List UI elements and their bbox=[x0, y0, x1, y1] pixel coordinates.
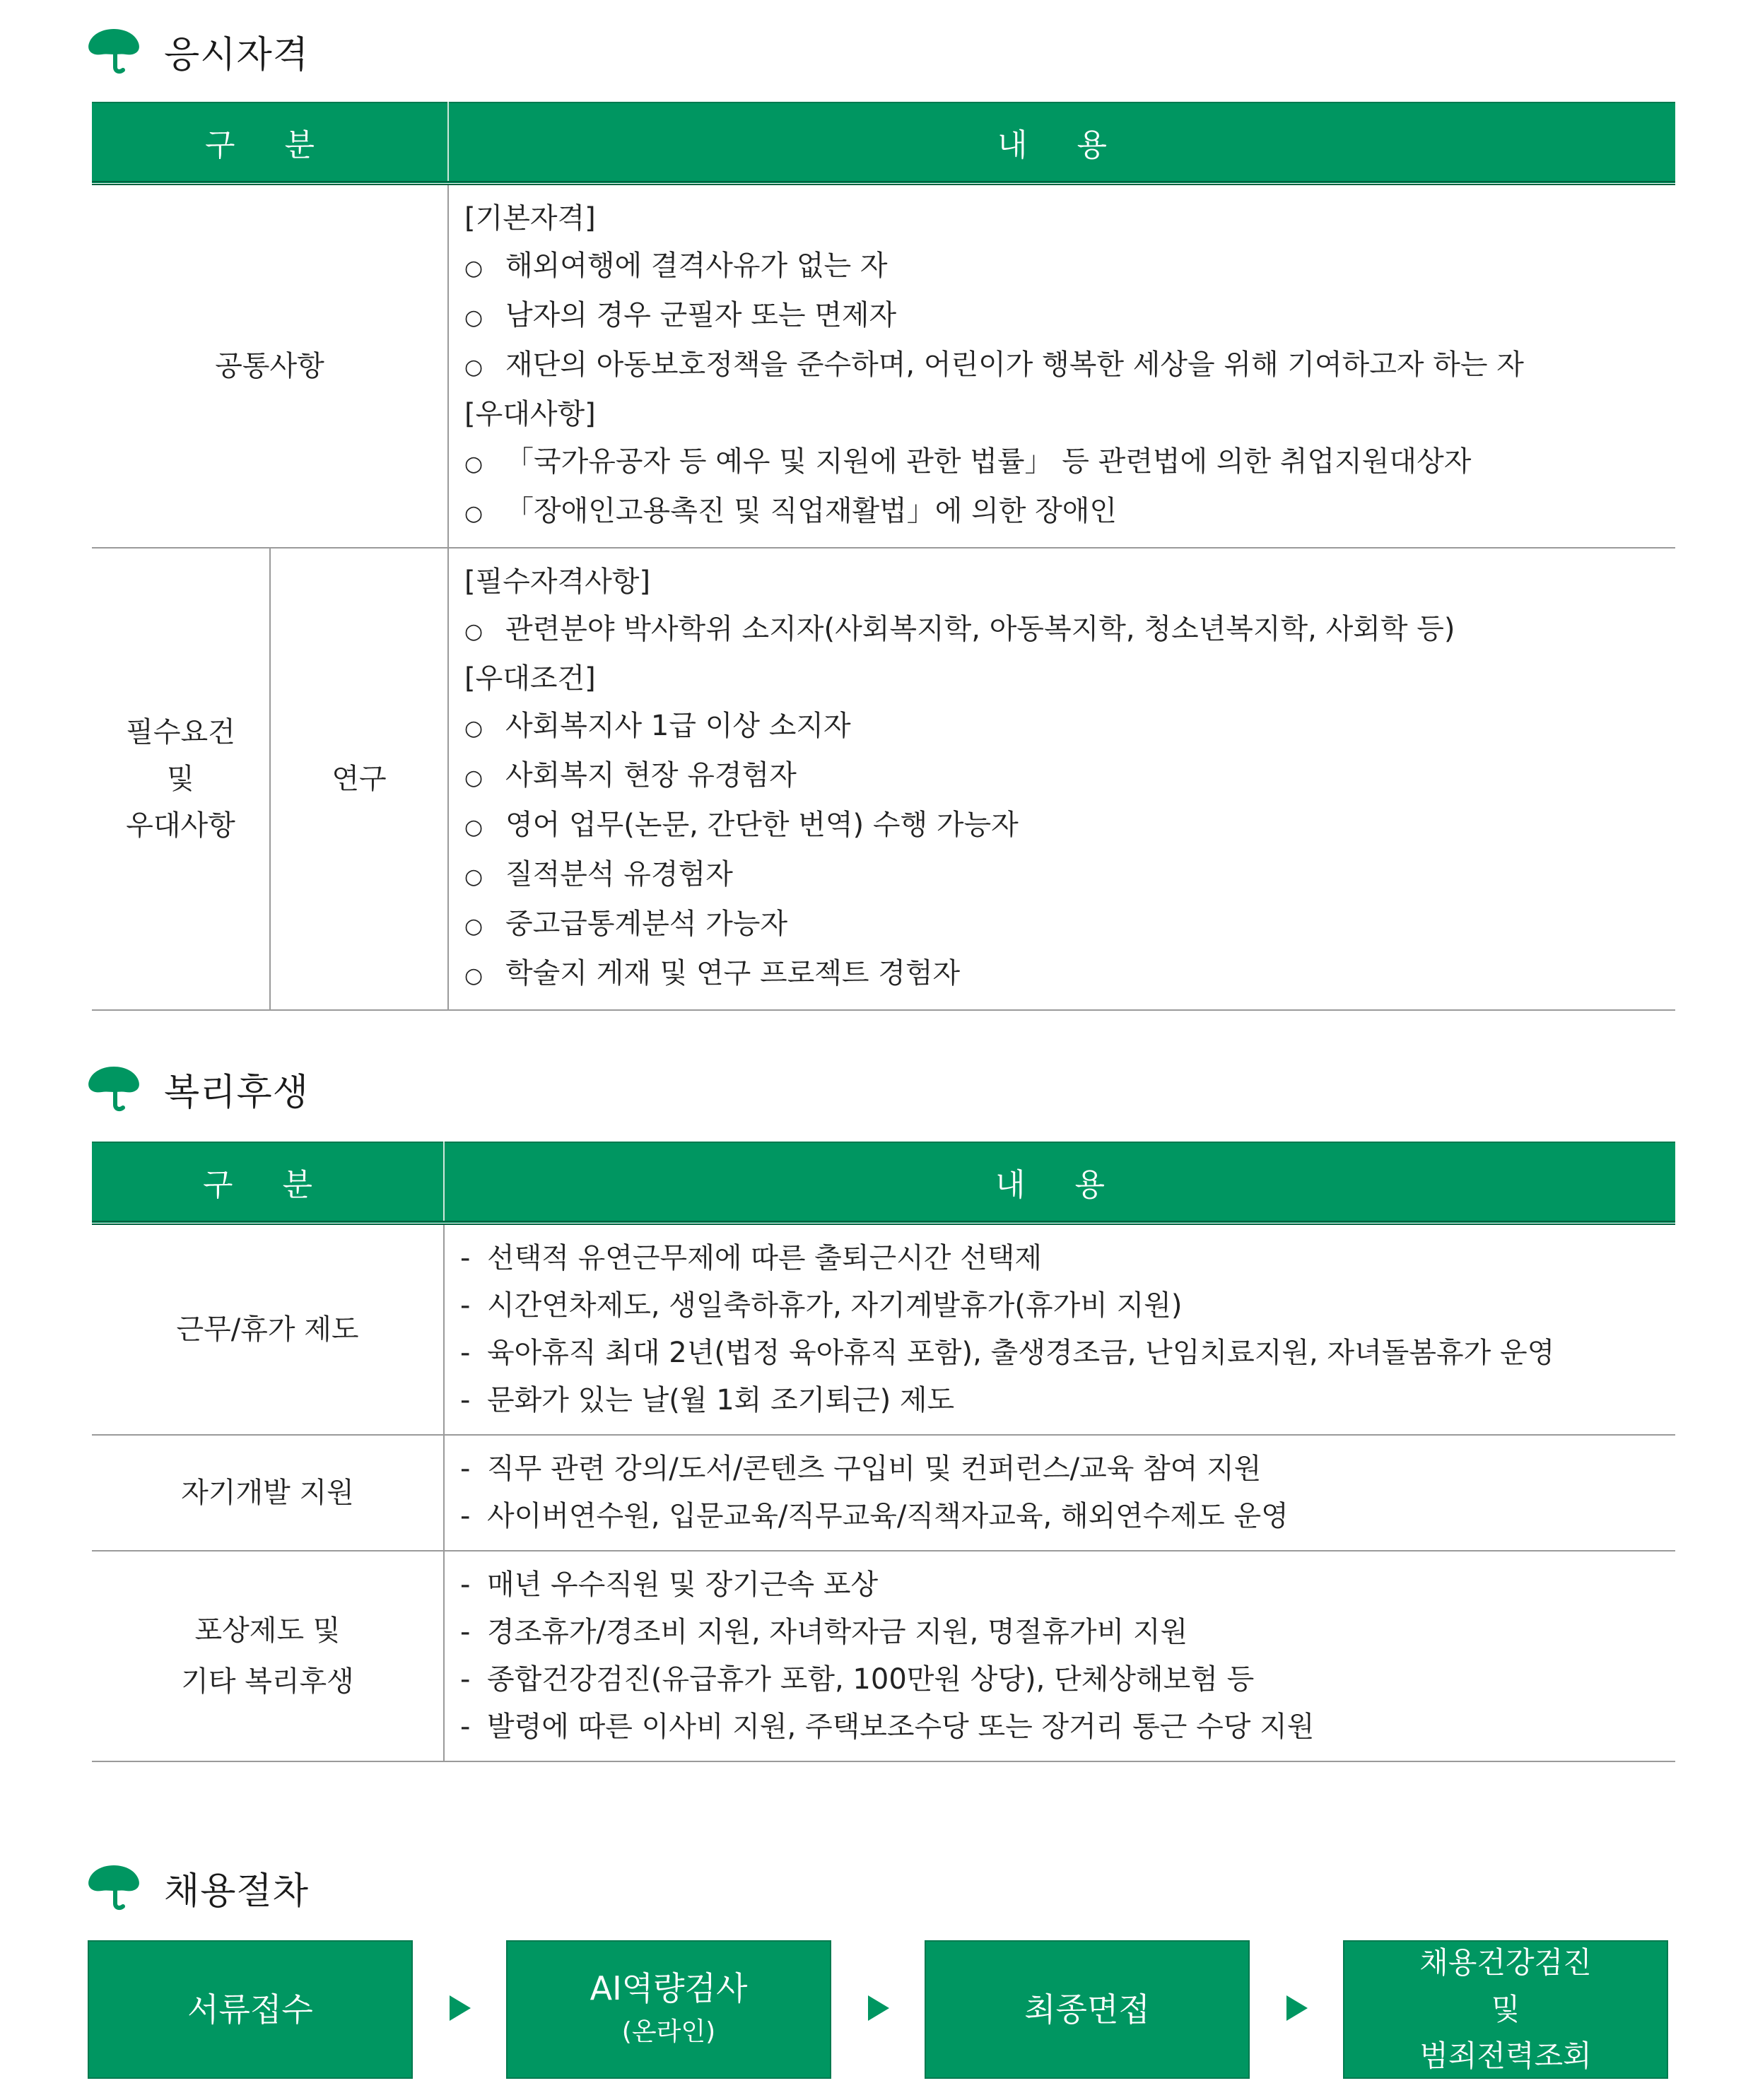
section-title-welfare bbox=[85, 1060, 309, 1117]
dash-icon: - bbox=[460, 1337, 471, 1369]
table-row bbox=[92, 1435, 1675, 1551]
table-row bbox=[92, 1551, 1675, 1761]
step-label: 서류접수 bbox=[187, 1990, 313, 2029]
bullet-icon: ○ bbox=[464, 815, 483, 840]
table-row bbox=[92, 183, 1675, 548]
bullet-icon: ○ bbox=[464, 256, 483, 281]
table-row bbox=[92, 548, 1675, 1010]
dash-icon: - bbox=[460, 1384, 471, 1416]
list-item: - 매년 우수직원 및 장기근속 포상 bbox=[460, 1561, 1661, 1609]
process-steps bbox=[88, 1940, 1671, 2079]
bullet-icon: ○ bbox=[464, 619, 483, 644]
table-row bbox=[92, 1223, 1675, 1435]
step-sublabel: (온라인) bbox=[621, 2017, 716, 2046]
category-cell: 필수요건 및 우대사항 bbox=[92, 548, 270, 1010]
step-label: AI역량검사 bbox=[590, 1969, 748, 2007]
list-item: ○ 관련분야 박사학위 소지자(사회복지학, 아동복지학, 청소년복지학, 사회학 등) bbox=[464, 606, 1661, 655]
list-item: ○ 영어 업무(논문, 간단한 번역) 수행 가능자 bbox=[464, 802, 1661, 851]
header-category: 구 분 bbox=[92, 1142, 444, 1223]
table-header-row bbox=[92, 1142, 1675, 1223]
category-cell: 근무/휴가 제도 bbox=[92, 1223, 444, 1435]
list-item: - 시간연차제도, 생일축하휴가, 자기계발휴가(휴가비 지원) bbox=[460, 1282, 1661, 1330]
group-title: [우대사항] bbox=[464, 398, 596, 430]
content-cell bbox=[448, 183, 1675, 548]
dash-icon: - bbox=[460, 1289, 471, 1322]
list-item: ○ 재단의 아동보호정책을 준수하며, 어린이가 행복한 세상을 위해 기여하고자 하는 자 bbox=[464, 341, 1661, 391]
category-cell: 자기개발 지원 bbox=[92, 1435, 444, 1551]
arrow-right-icon bbox=[868, 1995, 889, 2021]
group-title: [우대조건] bbox=[464, 662, 596, 695]
dash-icon: - bbox=[460, 1500, 471, 1532]
step-label: 및 bbox=[1491, 1992, 1520, 2026]
bullet-icon: ○ bbox=[464, 452, 483, 476]
step-health-check bbox=[1343, 1940, 1668, 2079]
group-title: [필수자격사항] bbox=[464, 565, 651, 598]
list-item: ○ 해외여행에 결격사유가 없는 자 bbox=[464, 242, 1661, 292]
arrow-right-icon bbox=[450, 1995, 471, 2021]
section-title-qualification bbox=[85, 23, 309, 79]
step-label: 최종면접 bbox=[1024, 1990, 1150, 2029]
step-document-submission bbox=[88, 1940, 413, 2079]
dash-icon: - bbox=[460, 1616, 471, 1648]
header-content: 내 용 bbox=[444, 1142, 1675, 1223]
list-item: ○ 남자의 경우 군필자 또는 면제자 bbox=[464, 292, 1661, 341]
section-title-process bbox=[85, 1859, 309, 1916]
list-item: ○ 「장애인고용촉진 및 직업재활법」에 의한 장애인 bbox=[464, 488, 1661, 537]
list-item: - 발령에 따른 이사비 지원, 주택보조수당 또는 장거리 통근 수당 지원 bbox=[460, 1703, 1661, 1751]
step-label: 범죄전력조회 bbox=[1419, 2039, 1592, 2073]
subcategory-cell: 연구 bbox=[270, 548, 448, 1010]
section-title-text: 복리후생 bbox=[164, 1071, 309, 1114]
tree-icon bbox=[85, 1863, 143, 1912]
group-title: [기본자격] bbox=[464, 202, 596, 235]
bullet-icon: ○ bbox=[464, 864, 483, 889]
content-cell bbox=[444, 1223, 1675, 1435]
dash-icon: - bbox=[460, 1711, 471, 1743]
qualification-table bbox=[92, 102, 1675, 1011]
dash-icon: - bbox=[460, 1663, 471, 1696]
category-cell: 공통사항 bbox=[92, 183, 448, 548]
list-item: - 문화가 있는 날(월 1회 조기퇴근) 제도 bbox=[460, 1377, 1661, 1424]
list-item: ○ 중고급통계분석 가능자 bbox=[464, 901, 1661, 950]
list-item: ○ 사회복지사 1급 이상 소지자 bbox=[464, 703, 1661, 752]
list-item: - 직무 관련 강의/도서/콘텐츠 구입비 및 컨퍼런스/교육 참여 지원 bbox=[460, 1445, 1661, 1493]
content-cell bbox=[444, 1435, 1675, 1551]
step-ai-assessment bbox=[506, 1940, 831, 2079]
list-item: ○ 「국가유공자 등 예우 및 지원에 관한 법률」 등 관련법에 의한 취업지원대상자 bbox=[464, 438, 1661, 488]
list-item: ○ 학술지 게재 및 연구 프로젝트 경험자 bbox=[464, 950, 1661, 999]
bullet-icon: ○ bbox=[464, 355, 483, 380]
bullet-icon: ○ bbox=[464, 501, 483, 526]
content-cell bbox=[448, 548, 1675, 1010]
dash-icon: - bbox=[460, 1453, 471, 1485]
welfare-table bbox=[92, 1142, 1675, 1762]
step-label: 채용건강검진 bbox=[1419, 1945, 1592, 1980]
header-content: 내 용 bbox=[448, 102, 1675, 183]
bullet-icon: ○ bbox=[464, 914, 483, 939]
bullet-icon: ○ bbox=[464, 305, 483, 330]
list-item: - 종합건강검진(유급휴가 포함, 100만원 상당), 단체상해보험 등 bbox=[460, 1656, 1661, 1703]
bullet-icon: ○ bbox=[464, 765, 483, 790]
dash-icon: - bbox=[460, 1242, 471, 1274]
header-category: 구 분 bbox=[92, 102, 448, 183]
bullet-icon: ○ bbox=[464, 963, 483, 988]
category-cell: 포상제도 및 기타 복리후생 bbox=[92, 1551, 444, 1761]
table-header-row bbox=[92, 102, 1675, 183]
list-item: - 사이버연수원, 입문교육/직무교육/직책자교육, 해외연수제도 운영 bbox=[460, 1493, 1661, 1540]
tree-icon bbox=[85, 1064, 143, 1113]
list-item: - 경조휴가/경조비 지원, 자녀학자금 지원, 명절휴가비 지원 bbox=[460, 1609, 1661, 1656]
step-final-interview bbox=[925, 1940, 1250, 2079]
bullet-icon: ○ bbox=[464, 716, 483, 741]
list-item: ○ 사회복지 현장 유경험자 bbox=[464, 752, 1661, 802]
section-title-text: 채용절차 bbox=[164, 1870, 309, 1913]
list-item: - 육아휴직 최대 2년(법정 육아휴직 포함), 출생경조금, 난임치료지원, 자녀돌봄휴가 운영 bbox=[460, 1330, 1661, 1377]
list-item: ○ 질적분석 유경험자 bbox=[464, 851, 1661, 901]
list-item: - 선택적 유연근무제에 따른 출퇴근시간 선택제 bbox=[460, 1235, 1661, 1282]
content-cell bbox=[444, 1551, 1675, 1761]
arrow-right-icon bbox=[1286, 1995, 1308, 2021]
tree-icon bbox=[85, 26, 143, 76]
dash-icon: - bbox=[460, 1568, 471, 1601]
section-title-text: 응시자격 bbox=[164, 33, 309, 76]
